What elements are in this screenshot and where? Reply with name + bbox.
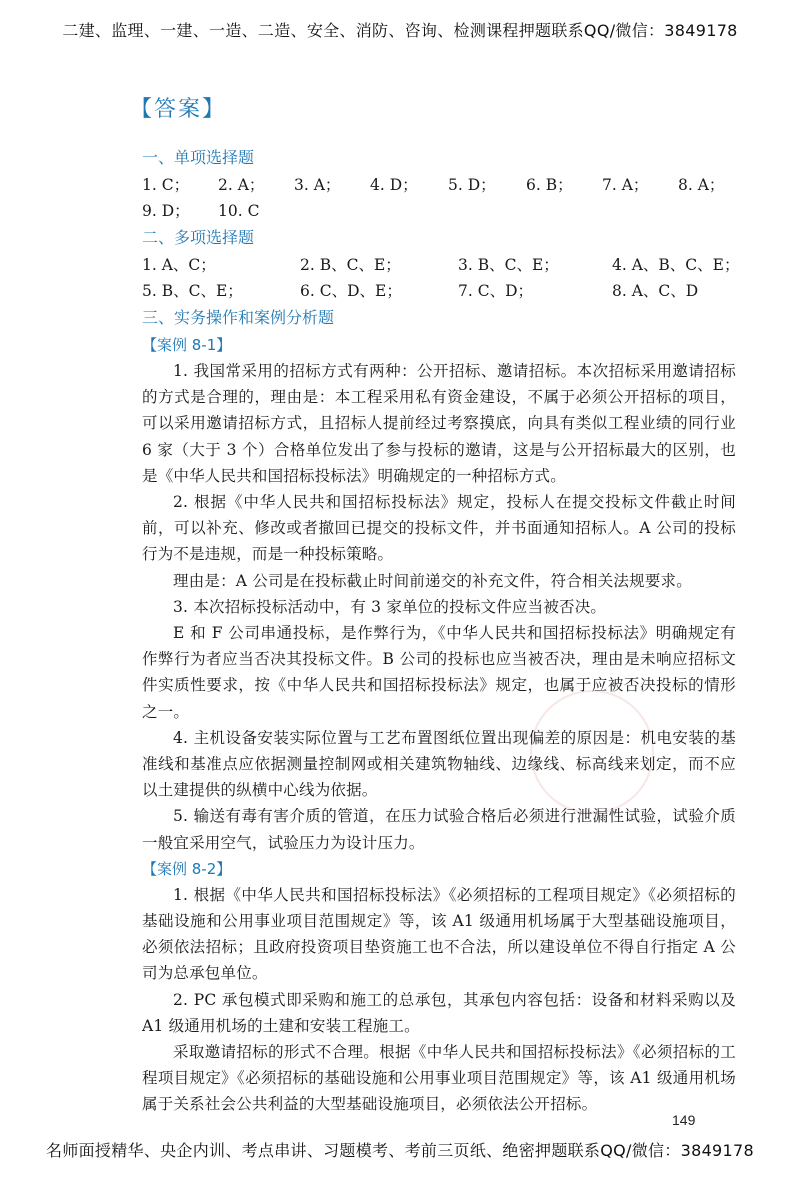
answer-item: 8. A、C、D [612, 282, 699, 300]
answer-item: 6. B； [526, 176, 573, 194]
answer-item: 6. C、D、E； [300, 282, 402, 300]
page-footer-banner: 名师面授精华、央企内训、考点串讲、习题模考、考前三页纸、绝密押题联系QQ/微信：3849178 [46, 1141, 754, 1160]
section-case-analysis-title: 三、实务操作和案例分析题 [142, 308, 335, 327]
case-paragraph: 1. 根据《中华人民共和国招标投标法》《必须招标的工程项目规定》《必须招标的基础设施和公用事业项目范围规定》等，该 A1 级通用机场属于大型基础设施项目，必须依法招标；且政府投资项目垫资施工也不合法，所以建设单位不得自行指定 A 公司为总承包单位。 [142, 885, 736, 983]
single-choice-answers [142, 172, 736, 224]
page-number: 149 [672, 1112, 696, 1128]
page-header-banner: 二建、监理、一建、一造、二造、安全、消防、咨询、检测课程押题联系QQ/微信：3849178 [62, 21, 738, 40]
case-paragraph: 5. 输送有毒有害介质的管道，在压力试验合格后必须进行泄漏性试验，试验介质一般宜采用空气，试验压力为设计压力。 [142, 807, 736, 852]
section-single-choice-title: 一、单项选择题 [142, 148, 255, 167]
answer-item: 9. D； [142, 202, 190, 220]
case-paragraph: E 和 F 公司串通投标，是作弊行为，《中华人民共和国招标投标法》明确规定有作弊行为者应当否决其投标文件。B 公司的投标也应当被否决，理由是未响应招标文件实质性要求，按《中华人民共和国招标投标法》规定，也属于应被否决投标的情形之一。 [142, 624, 736, 721]
answer-heading: 【答案】 [130, 97, 227, 122]
case-paragraph: 4. 主机设备安装实际位置与工艺布置图纸位置出现偏差的原因是：机电安装的基准线和基准点应依据测量控制网或相关建筑物轴线、边缘线、标高线来划定，而不应以土建提供的纵横中心线为依据。 [142, 728, 736, 800]
case-paragraph: 2. 根据《中华人民共和国招标投标法》规定，投标人在提交投标文件截止时间前，可以补充、修改或者撤回已提交的投标文件，并书面通知招标人。A 公司的投标行为不是违规，而是一种投标策略。 [142, 493, 736, 564]
case-paragraph: 采取邀请招标的形式不合理。根据《中华人民共和国招标投标法》《必须招标的工程项目规定》《必须招标的基础设施和公用事业项目范围规定》等，该 A1 级通用机场属于关系社会公共利益的大型基础设施项目，必须依法公开招标。 [142, 1043, 736, 1114]
answer-item: 1. A、C； [142, 256, 216, 274]
answer-item: 7. C、D； [458, 282, 534, 300]
section-multiple-choice-title: 二、多项选择题 [142, 228, 255, 247]
answer-item: 2. A； [218, 176, 265, 194]
answer-item: 3. A； [294, 176, 341, 194]
multiple-choice-answers [142, 252, 740, 304]
answer-item: 4. A、B、C、E； [612, 256, 740, 274]
answer-item: 10. C [218, 202, 260, 220]
case-paragraph: 2. PC 承包模式即采购和施工的总承包，其承包内容包括：设备和材料采购以及 A1 级通用机场的土建和安装工程施工。 [142, 990, 736, 1035]
answer-item: 1. C； [142, 176, 190, 194]
answer-item: 5. D； [448, 176, 496, 194]
case-8-1-title: 【案例 8-1】 [142, 336, 232, 354]
answer-item: 3. B、C、E； [458, 256, 559, 274]
case-8-2-title: 【案例 8-2】 [142, 859, 232, 878]
answer-item: 5. B、C、E； [142, 282, 243, 300]
answer-content [142, 144, 740, 1118]
case-paragraph: 理由是：A 公司是在投标截止时间前递交的补充文件，符合相关法规要求。 [173, 571, 692, 590]
answer-item: 7. A； [602, 176, 649, 194]
answer-item: 8. A； [678, 176, 725, 194]
answer-item: 4. D； [370, 176, 418, 194]
case-paragraph: 1. 我国常采用的招标方式有两种：公开招标、邀请招标。本次招标采用邀请招标的方式是合理的，理由是：本工程采用私有资金建设，不属于必须公开招标的项目，可以采用邀请招标方式，且招标人提前经过考察摸底，向具有类似工程业绩的同行业 6 家（大于 3 个）合格单位发出了参与投标的邀请，这是与公开招标最大的区别，也是《中华人民共和国招标投标法》明确规定的一种招标方式。 [142, 362, 736, 485]
answer-item: 2. B、C、E； [300, 256, 401, 274]
case-paragraph: 3. 本次招标投标活动中，有 3 家单位的投标文件应当被否决。 [173, 597, 607, 616]
